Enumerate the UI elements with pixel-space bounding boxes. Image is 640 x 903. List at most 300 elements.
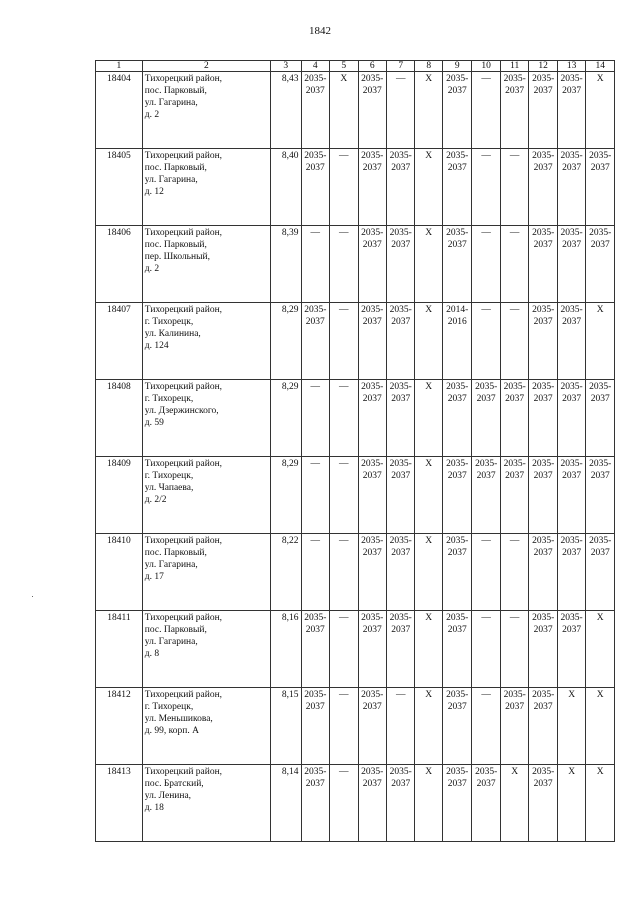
- period-start: 2035-: [446, 228, 469, 238]
- address-line: ул. Калинина,: [144, 329, 201, 339]
- record-number: 18412: [96, 688, 143, 765]
- record-number: 18411: [96, 611, 143, 688]
- period-cell-col-13: [557, 226, 585, 303]
- period-end: 2037: [362, 471, 382, 481]
- period-cell-col-6: [358, 226, 386, 303]
- address-line: д. 2/2: [144, 495, 167, 505]
- column-header-4: 4: [301, 61, 329, 72]
- period-cell-col-13: [557, 149, 585, 226]
- period-start: 2035-: [389, 382, 412, 392]
- period-cell-col-7: —: [386, 72, 414, 149]
- address-line: пос. Парковый,: [144, 163, 207, 173]
- period-start: 2035-: [361, 690, 384, 700]
- period-start: 2035-: [560, 74, 583, 84]
- period-start: 2035-: [560, 382, 583, 392]
- period-cell-col-5: —: [330, 688, 358, 765]
- period-start: 2035-: [446, 74, 469, 84]
- period-cell-col-12: [529, 226, 557, 303]
- address-cell: [142, 457, 270, 534]
- period-end: 2037: [476, 471, 496, 481]
- period-cell-col-4: [301, 688, 329, 765]
- period-end: 2037: [362, 86, 382, 96]
- column-header-14: 14: [586, 61, 615, 72]
- period-cell-col-13: [557, 303, 585, 380]
- period-end: 2037: [447, 548, 467, 558]
- period-cell-col-5: —: [330, 303, 358, 380]
- period-cell-col-11: —: [500, 149, 528, 226]
- period-cell-col-5: —: [330, 534, 358, 611]
- period-cell-col-11: [500, 688, 528, 765]
- period-cell-col-12: [529, 457, 557, 534]
- period-start: 2035-: [304, 305, 327, 315]
- period-cell-col-9: [442, 380, 472, 457]
- column-header-11: 11: [500, 61, 528, 72]
- period-cell-col-4: [301, 72, 329, 149]
- period-end: 2037: [533, 394, 553, 404]
- period-end: 2037: [447, 163, 467, 173]
- address-line: Тихорецкий район,: [144, 536, 223, 546]
- address-line: ул. Меньшикова,: [144, 714, 213, 724]
- period-cell-col-6: [358, 72, 386, 149]
- table-header: [96, 61, 615, 72]
- period-cell-col-10: —: [472, 534, 500, 611]
- period-end: 2037: [533, 548, 553, 558]
- column-header-8: 8: [415, 61, 442, 72]
- address-line: пос. Парковый,: [144, 240, 207, 250]
- period-cell-col-11: [500, 72, 528, 149]
- period-end: 2037: [362, 702, 382, 712]
- period-cell-col-12: [529, 765, 557, 842]
- period-end: 2037: [362, 779, 382, 789]
- period-start: 2035-: [446, 536, 469, 546]
- period-cell-col-5: X: [330, 72, 358, 149]
- period-end: 2037: [590, 163, 610, 173]
- period-start: 2035-: [304, 613, 327, 623]
- period-end: 2037: [505, 471, 525, 481]
- period-start: 2035-: [361, 767, 384, 777]
- period-cell-col-8: X: [415, 534, 442, 611]
- address-line: д. 17: [144, 572, 164, 582]
- column-header-3: 3: [271, 61, 302, 72]
- address-line: ул. Дзержинского,: [144, 406, 219, 416]
- period-cell-col-5: —: [330, 611, 358, 688]
- period-end: 2037: [533, 317, 553, 327]
- table-row: [96, 226, 615, 303]
- period-start: 2035-: [361, 74, 384, 84]
- period-cell-col-10: [472, 380, 500, 457]
- period-start: 2035-: [304, 690, 327, 700]
- period-cell-col-7: —: [386, 688, 414, 765]
- period-start: 2035-: [532, 690, 555, 700]
- period-start: 2035-: [304, 74, 327, 84]
- period-cell-col-14: X: [586, 688, 615, 765]
- index-value: 8,40: [271, 149, 302, 226]
- period-cell-col-13: [557, 72, 585, 149]
- column-header-10: 10: [472, 61, 500, 72]
- scan-speck: [32, 596, 33, 597]
- period-end: 2037: [562, 86, 582, 96]
- period-cell-col-10: —: [472, 611, 500, 688]
- index-value: 8,39: [271, 226, 302, 303]
- period-end: 2037: [562, 240, 582, 250]
- address-line: Тихорецкий район,: [144, 382, 223, 392]
- period-end: 2037: [533, 471, 553, 481]
- period-end: 2037: [391, 779, 411, 789]
- period-start: 2035-: [446, 382, 469, 392]
- column-header-5: 5: [330, 61, 358, 72]
- address-line: г. Тихорецк,: [144, 702, 194, 712]
- period-cell-col-9: [442, 303, 472, 380]
- period-end: 2037: [533, 625, 553, 635]
- column-header-12: 12: [529, 61, 557, 72]
- address-line: г. Тихорецк,: [144, 471, 194, 481]
- address-line: ул. Гагарина,: [144, 98, 198, 108]
- period-start: 2035-: [446, 690, 469, 700]
- period-end: 2037: [305, 702, 325, 712]
- period-cell-col-10: —: [472, 688, 500, 765]
- period-cell-col-14: X: [586, 303, 615, 380]
- period-cell-col-7: [386, 303, 414, 380]
- record-number: 18407: [96, 303, 143, 380]
- period-end: 2037: [562, 548, 582, 558]
- period-end: 2037: [533, 240, 553, 250]
- table-row: [96, 457, 615, 534]
- period-start: 2035-: [589, 459, 612, 469]
- period-start: 2035-: [560, 151, 583, 161]
- address-cell: [142, 226, 270, 303]
- table-row: [96, 380, 615, 457]
- period-cell-col-8: X: [415, 380, 442, 457]
- period-cell-col-9: [442, 534, 472, 611]
- period-cell-col-7: [386, 226, 414, 303]
- period-cell-col-4: [301, 611, 329, 688]
- address-line: пос. Парковый,: [144, 548, 207, 558]
- period-cell-col-8: X: [415, 303, 442, 380]
- period-cell-col-6: [358, 149, 386, 226]
- period-start: 2035-: [389, 151, 412, 161]
- period-cell-col-5: —: [330, 380, 358, 457]
- period-start: 2035-: [532, 74, 555, 84]
- address-line: д. 2: [144, 264, 160, 274]
- period-cell-col-5: —: [330, 765, 358, 842]
- period-end: 2037: [305, 163, 325, 173]
- column-header-13: 13: [557, 61, 585, 72]
- period-end: 2037: [447, 240, 467, 250]
- period-end: 2037: [362, 317, 382, 327]
- record-number: 18410: [96, 534, 143, 611]
- index-value: 8,29: [271, 303, 302, 380]
- period-cell-col-14: X: [586, 611, 615, 688]
- address-line: Тихорецкий район,: [144, 74, 223, 84]
- period-cell-col-4: [301, 303, 329, 380]
- address-line: ул. Чапаева,: [144, 483, 194, 493]
- period-start: 2035-: [361, 228, 384, 238]
- period-end: 2037: [391, 163, 411, 173]
- period-start: 2035-: [589, 228, 612, 238]
- period-start: 2035-: [361, 613, 384, 623]
- period-end: 2037: [362, 625, 382, 635]
- period-end: 2037: [391, 240, 411, 250]
- period-cell-col-10: —: [472, 149, 500, 226]
- period-start: 2035-: [532, 767, 555, 777]
- period-start: 2035-: [503, 690, 526, 700]
- index-value: 8,43: [271, 72, 302, 149]
- period-cell-col-14: [586, 380, 615, 457]
- period-end: 2037: [590, 471, 610, 481]
- address-line: ул. Гагарина,: [144, 175, 198, 185]
- period-start: 2035-: [446, 459, 469, 469]
- period-cell-col-8: X: [415, 149, 442, 226]
- period-end: 2037: [533, 86, 553, 96]
- period-cell-col-6: [358, 303, 386, 380]
- period-end: 2037: [562, 163, 582, 173]
- period-cell-col-11: —: [500, 226, 528, 303]
- period-start: 2035-: [304, 151, 327, 161]
- period-start: 2035-: [532, 382, 555, 392]
- record-number: 18408: [96, 380, 143, 457]
- period-cell-col-4: [301, 149, 329, 226]
- address-line: пос. Парковый,: [144, 86, 207, 96]
- index-value: 8,29: [271, 380, 302, 457]
- index-value: 8,15: [271, 688, 302, 765]
- index-value: 8,29: [271, 457, 302, 534]
- period-end: 2037: [391, 317, 411, 327]
- period-cell-col-4: —: [301, 226, 329, 303]
- column-header-6: 6: [358, 61, 386, 72]
- table-row: [96, 765, 615, 842]
- period-cell-col-7: [386, 765, 414, 842]
- period-cell-col-6: [358, 380, 386, 457]
- period-start: 2035-: [389, 228, 412, 238]
- period-cell-col-7: [386, 380, 414, 457]
- address-cell: [142, 72, 270, 149]
- address-cell: [142, 149, 270, 226]
- period-cell-col-6: [358, 611, 386, 688]
- column-header-1: 1: [96, 61, 143, 72]
- period-cell-col-10: —: [472, 72, 500, 149]
- period-cell-col-8: X: [415, 765, 442, 842]
- period-end: 2037: [562, 471, 582, 481]
- period-start: 2035-: [589, 536, 612, 546]
- period-start: 2035-: [475, 382, 498, 392]
- index-value: 8,16: [271, 611, 302, 688]
- table-row: [96, 303, 615, 380]
- period-cell-col-13: [557, 611, 585, 688]
- period-cell-col-4: —: [301, 457, 329, 534]
- address-cell: [142, 611, 270, 688]
- period-end: 2037: [391, 394, 411, 404]
- period-cell-col-14: [586, 226, 615, 303]
- period-start: 2035-: [532, 305, 555, 315]
- period-start: 2035-: [532, 613, 555, 623]
- period-start: 2035-: [389, 536, 412, 546]
- period-start: 2035-: [361, 382, 384, 392]
- period-cell-col-10: [472, 765, 500, 842]
- period-end: 2037: [447, 702, 467, 712]
- record-number: 18405: [96, 149, 143, 226]
- period-end: 2037: [590, 548, 610, 558]
- period-start: 2035-: [532, 151, 555, 161]
- address-cell: [142, 303, 270, 380]
- period-end: 2037: [533, 702, 553, 712]
- period-cell-col-11: —: [500, 534, 528, 611]
- period-end: 2037: [305, 86, 325, 96]
- period-cell-col-14: [586, 534, 615, 611]
- period-cell-col-11: X: [500, 765, 528, 842]
- address-line: д. 8: [144, 649, 160, 659]
- table-row: [96, 688, 615, 765]
- period-cell-col-5: —: [330, 149, 358, 226]
- period-cell-col-12: [529, 688, 557, 765]
- address-line: ул. Гагарина,: [144, 637, 198, 647]
- period-end: 2037: [562, 625, 582, 635]
- column-header-9: 9: [442, 61, 472, 72]
- address-line: Тихорецкий район,: [144, 767, 223, 777]
- period-cell-col-10: —: [472, 303, 500, 380]
- period-end: 2037: [505, 394, 525, 404]
- period-cell-col-8: X: [415, 611, 442, 688]
- period-end: 2037: [362, 163, 382, 173]
- period-cell-col-7: [386, 534, 414, 611]
- period-start: 2035-: [361, 459, 384, 469]
- period-cell-col-12: [529, 380, 557, 457]
- address-line: Тихорецкий район,: [144, 228, 223, 238]
- index-value: 8,22: [271, 534, 302, 611]
- period-start: 2035-: [389, 459, 412, 469]
- column-header-7: 7: [386, 61, 414, 72]
- period-start: 2035-: [389, 613, 412, 623]
- period-start: 2035-: [361, 151, 384, 161]
- period-cell-col-9: [442, 765, 472, 842]
- period-start: 2035-: [446, 767, 469, 777]
- period-end: 2037: [447, 471, 467, 481]
- period-end: 2037: [476, 394, 496, 404]
- address-line: д. 12: [144, 187, 164, 197]
- period-cell-col-11: —: [500, 611, 528, 688]
- period-cell-col-13: [557, 380, 585, 457]
- period-start: 2035-: [446, 151, 469, 161]
- address-line: д. 59: [144, 418, 164, 428]
- record-number: 18404: [96, 72, 143, 149]
- address-cell: [142, 765, 270, 842]
- period-cell-col-14: X: [586, 72, 615, 149]
- period-start: 2035-: [503, 459, 526, 469]
- registry-table: [95, 60, 615, 842]
- period-end: 2037: [590, 394, 610, 404]
- period-cell-col-13: X: [557, 765, 585, 842]
- record-number: 18413: [96, 765, 143, 842]
- period-cell-col-6: [358, 688, 386, 765]
- address-line: Тихорецкий район,: [144, 613, 223, 623]
- period-end: 2037: [305, 625, 325, 635]
- period-end: 2037: [505, 86, 525, 96]
- address-line: д. 18: [144, 803, 164, 813]
- period-cell-col-14: [586, 149, 615, 226]
- period-cell-col-9: [442, 149, 472, 226]
- period-start: 2035-: [389, 767, 412, 777]
- period-cell-col-4: —: [301, 380, 329, 457]
- table-row: [96, 611, 615, 688]
- period-end: 2037: [447, 86, 467, 96]
- address-line: г. Тихорецк,: [144, 317, 194, 327]
- address-line: д. 2: [144, 110, 160, 120]
- period-cell-col-12: [529, 149, 557, 226]
- period-start: 2035-: [532, 536, 555, 546]
- period-cell-col-8: X: [415, 72, 442, 149]
- period-start: 2014-: [446, 305, 469, 315]
- period-end: 2037: [362, 240, 382, 250]
- period-cell-col-14: [586, 457, 615, 534]
- period-end: 2037: [590, 240, 610, 250]
- address-cell: [142, 380, 270, 457]
- period-cell-col-5: —: [330, 226, 358, 303]
- period-start: 2035-: [361, 536, 384, 546]
- period-start: 2035-: [589, 151, 612, 161]
- address-line: Тихорецкий район,: [144, 305, 223, 315]
- period-end: 2037: [533, 779, 553, 789]
- period-cell-col-9: [442, 226, 472, 303]
- period-cell-col-11: [500, 380, 528, 457]
- period-cell-col-8: X: [415, 457, 442, 534]
- period-cell-col-5: —: [330, 457, 358, 534]
- period-cell-col-7: [386, 611, 414, 688]
- period-end: 2037: [391, 625, 411, 635]
- address-line: пос. Парковый,: [144, 625, 207, 635]
- period-cell-col-8: X: [415, 226, 442, 303]
- address-line: г. Тихорецк,: [144, 394, 194, 404]
- address-cell: [142, 688, 270, 765]
- column-header-2: 2: [142, 61, 270, 72]
- period-end: 2037: [447, 779, 467, 789]
- period-start: 2035-: [304, 767, 327, 777]
- period-cell-col-13: X: [557, 688, 585, 765]
- index-value: 8,14: [271, 765, 302, 842]
- period-cell-col-6: [358, 534, 386, 611]
- table-row: [96, 149, 615, 226]
- period-start: 2035-: [560, 305, 583, 315]
- period-cell-col-11: [500, 457, 528, 534]
- period-cell-col-13: [557, 457, 585, 534]
- table-body: [96, 72, 615, 842]
- period-start: 2035-: [589, 382, 612, 392]
- address-line: д. 124: [144, 341, 169, 351]
- period-cell-col-9: [442, 688, 472, 765]
- address-line: ул. Ленина,: [144, 791, 192, 801]
- period-end: 2037: [562, 394, 582, 404]
- period-cell-col-4: [301, 765, 329, 842]
- period-cell-col-6: [358, 765, 386, 842]
- address-line: Тихорецкий район,: [144, 151, 223, 161]
- period-start: 2035-: [560, 536, 583, 546]
- period-cell-col-7: [386, 457, 414, 534]
- period-cell-col-4: —: [301, 534, 329, 611]
- period-end: 2037: [391, 548, 411, 558]
- period-end: 2037: [362, 548, 382, 558]
- address-line: пер. Школьный,: [144, 252, 210, 262]
- address-line: Тихорецкий район,: [144, 690, 223, 700]
- record-number: 18409: [96, 457, 143, 534]
- period-cell-col-10: —: [472, 226, 500, 303]
- period-cell-col-12: [529, 72, 557, 149]
- period-start: 2035-: [361, 305, 384, 315]
- period-cell-col-11: —: [500, 303, 528, 380]
- period-end: 2037: [305, 317, 325, 327]
- period-start: 2035-: [560, 459, 583, 469]
- period-start: 2035-: [532, 459, 555, 469]
- period-end: 2016: [447, 317, 467, 327]
- address-cell: [142, 534, 270, 611]
- address-line: Тихорецкий район,: [144, 459, 223, 469]
